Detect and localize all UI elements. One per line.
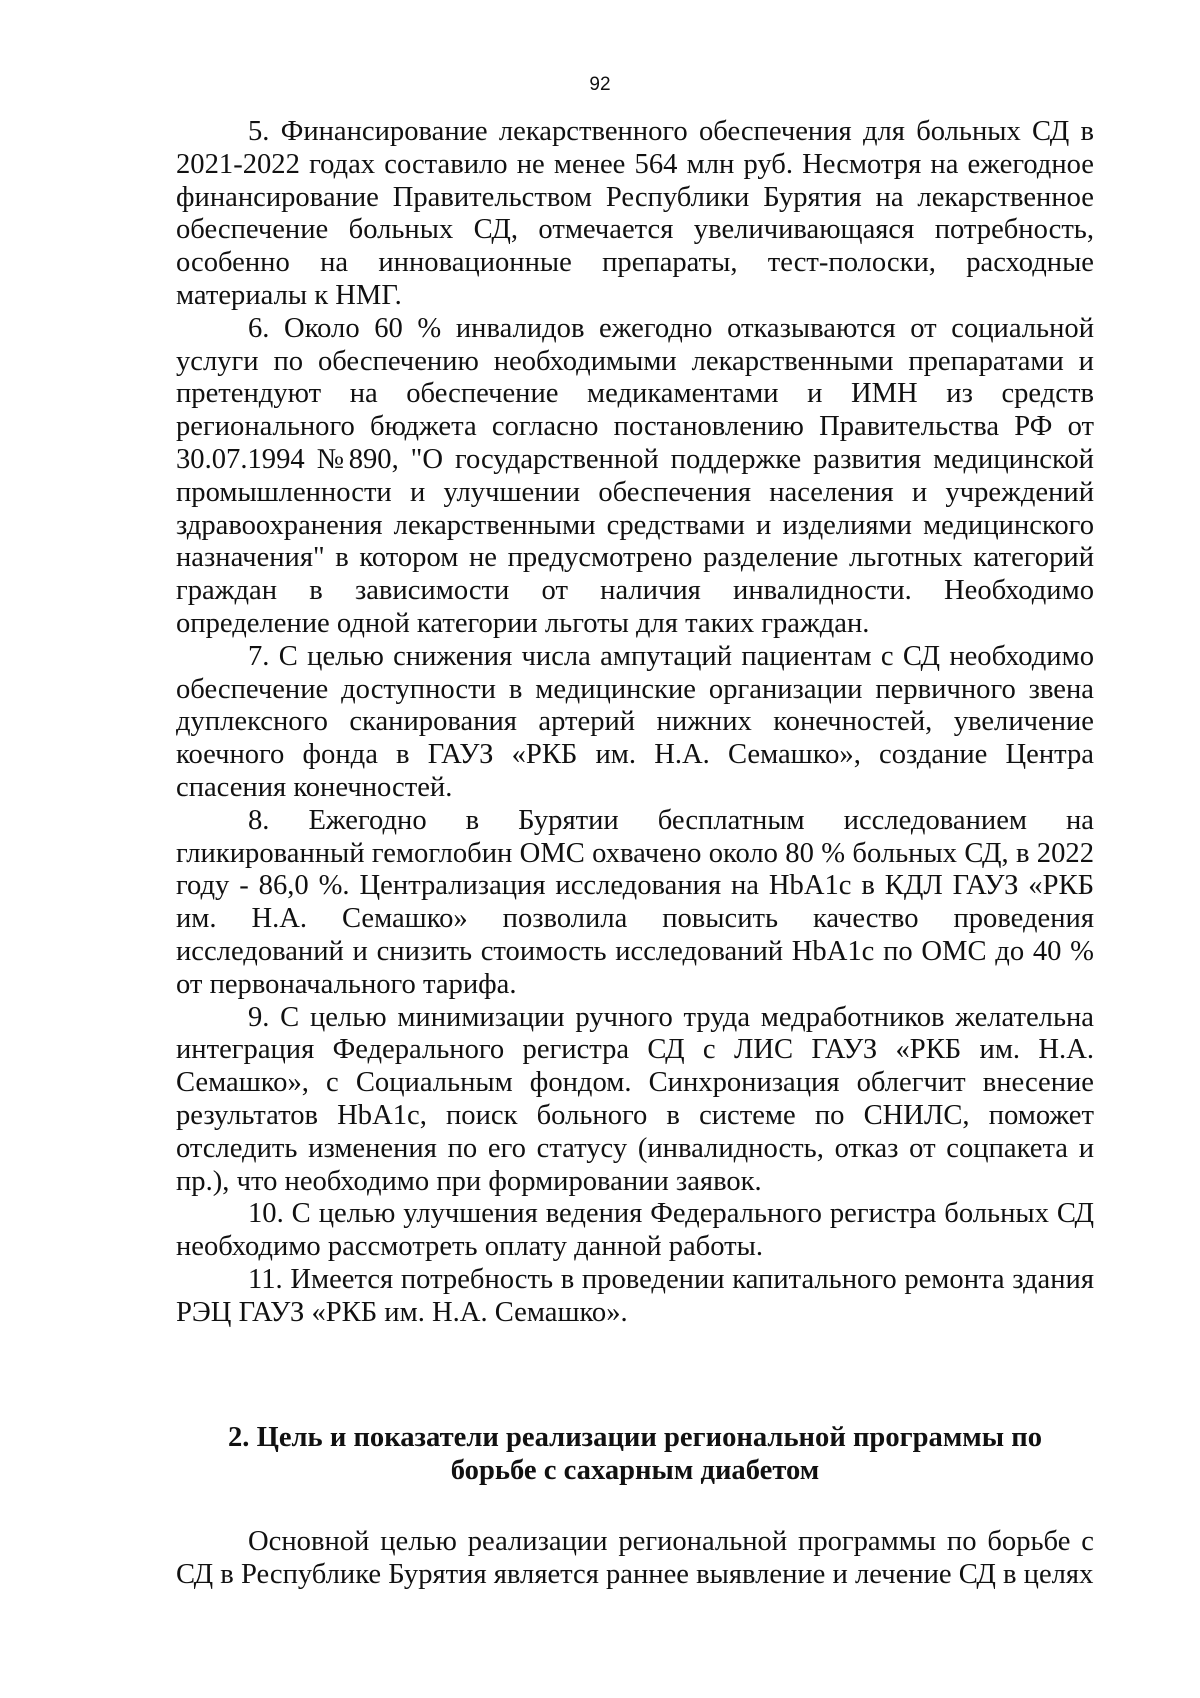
paragraph-item-9: 9. С целью минимизации ручного труда медработников желательна интеграция Федерального регистра СД с ЛИС ГАУЗ «РКБ им. Н.А. Семашко», с Социальным фондом. Синхронизация облегчит внесение результатов HbA1c, поиск больного в системе по СНИЛС, поможет отследить изменения по его статусу (инвалидность, отказ от соцпакета и пр.), что необходимо при формировании заявок. [176, 1001, 1094, 1197]
document-body [176, 116, 1094, 1329]
section-heading-line-1: 2. Цель и показатели реализации региональной программы по [227, 1422, 1043, 1453]
paragraph-item-5: 5. Финансирование лекарственного обеспечения для больных СД в 2021-2022 годах составило не менее 564 млн руб. Несмотря на ежегодное финансирование Правительством Республики Бурятия на лекарственное обеспечение больных СД, отмечается увеличивающаяся потребность, особенно на инновационные препараты, тест-полоски, расходные материалы к НМГ. [176, 116, 1094, 311]
page-number: 92 [589, 74, 611, 95]
section-heading-line-2: борьбе с сахарным диабетом [450, 1455, 820, 1486]
section-heading [176, 1421, 1094, 1487]
paragraph-item-10: 10. С целью улучшения ведения Федерального регистра больных СД необходимо рассмотреть оплату данной работы. [176, 1198, 1094, 1263]
paragraph-item-11: 11. Имеется потребность в проведении капитального ремонта здания РЭЦ ГАУЗ «РКБ им. Н.А. Семашко». [176, 1263, 1094, 1328]
paragraph-item-8: 8. Ежегодно в Бурятии бесплатным исследованием на гликированный гемоглобин ОМС охвачено около 80 % больных СД, в 2022 году - 86,0 %. Централизация исследования на HbA1c в КДЛ ГАУЗ «РКБ им. Н.А. Семашко» позволила повысить качество проведения исследований и снизить стоимость исследований HbA1c по ОМС до 40 % от первоначального тарифа. [176, 804, 1094, 1000]
paragraph-item-6: 6. Около 60 % инвалидов ежегодно отказываются от социальной услуги по обеспечению необходимыми лекарственными препаратами и претендуют на обеспечение медикаментами и ИМН из средств регионального бюджета согласно постановлению Правительства РФ от 30.07.1994 №890, "О государственной поддержке развития медицинской промышленности и улучшении обеспечения населения и учреждений здравоохранения лекарственными средствами и изделиями медицинского назначения" в котором не предусмотрено разделение льготных категорий граждан в зависимости от наличия инвалидности. Необходимо определение одной категории льготы для таких граждан. [176, 312, 1094, 639]
section-body [176, 1526, 1094, 1592]
goal-paragraph: Основной целью реализации региональной программы по борьбе с СД в Республике Бурятия является раннее выявление и лечение СД в целях [176, 1526, 1094, 1590]
paragraph-item-7: 7. С целью снижения числа ампутаций пациентам с СД необходимо обеспечение доступности в медицинские организации первичного звена дуплексного сканирования артерий нижних конечностей, увеличение коечного фонда в ГАУЗ «РКБ им. Н.А. Семашко», создание Центра спасения конечностей. [176, 640, 1094, 803]
